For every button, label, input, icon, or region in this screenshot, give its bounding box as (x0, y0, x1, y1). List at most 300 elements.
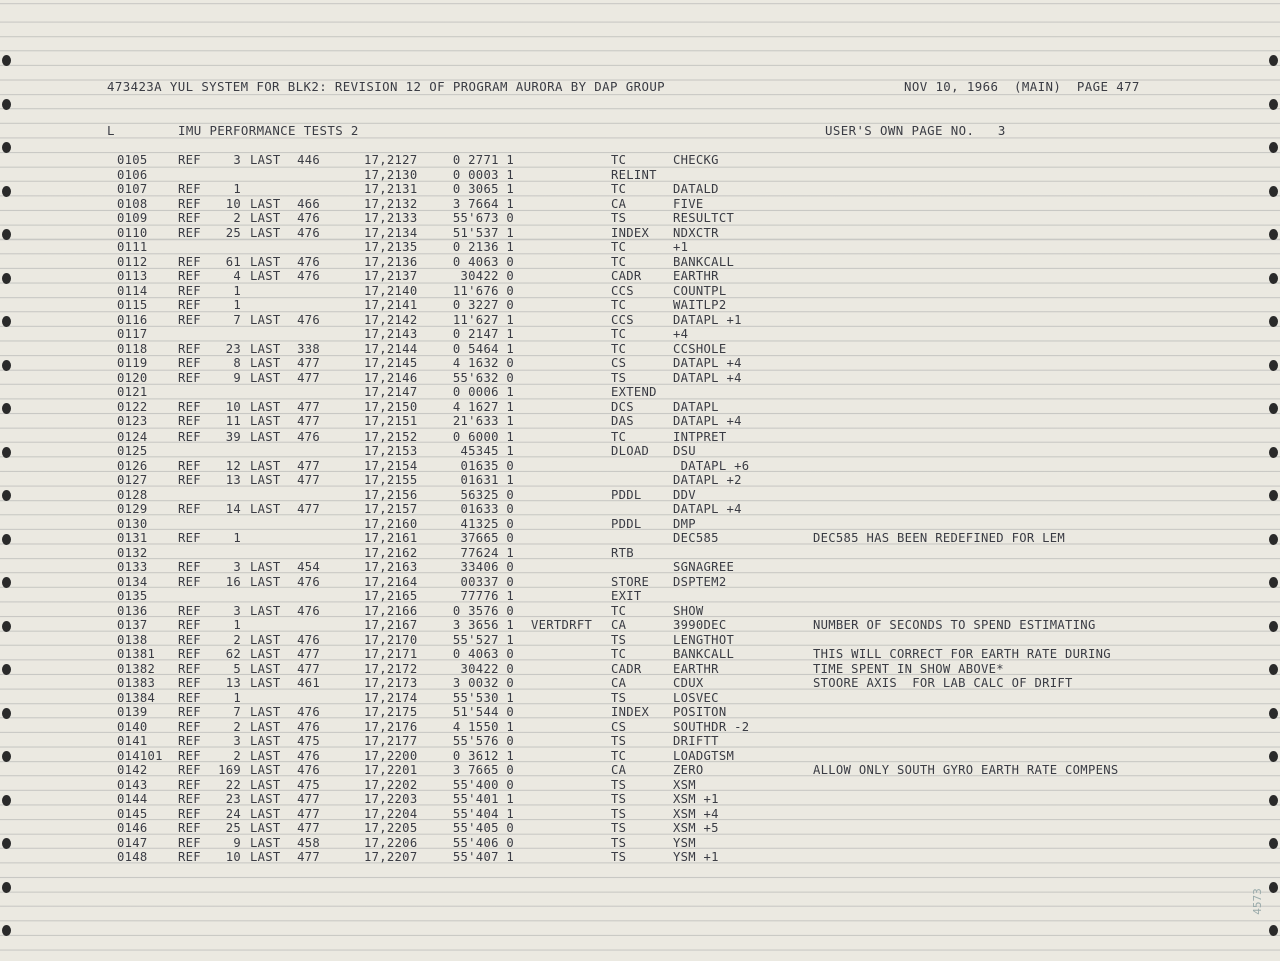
listing-page: 476 (297, 211, 320, 225)
listing-operand: DSPTEM2 (673, 574, 727, 589)
listing-addr: 17,2205 (364, 821, 418, 835)
listing-op: TS (611, 806, 627, 821)
sprocket-hole (1269, 403, 1278, 414)
listing-ref: REF (178, 705, 201, 719)
listing-addr: 17,2133 (364, 211, 418, 225)
listing-code: 0 3065 1 (452, 182, 514, 196)
listing-op: TS (611, 850, 627, 864)
listing-addr: 17,2142 (364, 312, 418, 327)
listing-code: 01633 0 (460, 502, 514, 516)
listing-num: 1 (233, 298, 241, 312)
listing-code: 41325 0 (460, 516, 514, 531)
listing-addr: 17,2166 (364, 603, 418, 618)
listing-page: 446 (297, 153, 320, 167)
listing-op: TC (611, 647, 627, 661)
listing-num: 3 (233, 560, 241, 574)
listing-code: 30422 0 (460, 269, 514, 283)
listing-op: TC (611, 327, 627, 341)
listing-op: TS (611, 792, 627, 806)
listing-line: 0126 (117, 458, 148, 473)
listing-ref: REF (178, 269, 201, 283)
listing-addr: 17,2155 (364, 473, 418, 487)
listing-ref: REF (178, 574, 201, 589)
listing-addr: 17,2172 (364, 661, 418, 676)
listing-line: 0131 (117, 531, 148, 545)
listing-operand: YSM +1 (673, 850, 719, 864)
listing-page: 477 (297, 647, 320, 661)
listing-page: 476 (297, 312, 320, 327)
listing-num: 2 (233, 719, 241, 734)
listing-code: 4 1632 0 (452, 356, 514, 370)
listing-operand: EARTHR (673, 269, 719, 283)
listing-operand: FIVE (673, 196, 704, 211)
listing-num: 10 (225, 850, 241, 864)
listing-ref: REF (178, 618, 201, 632)
listing-addr: 17,2145 (364, 356, 418, 370)
sprocket-hole (2, 99, 11, 110)
listing-code: 56325 0 (460, 487, 514, 502)
listing-op: TC (611, 182, 627, 196)
sprocket-hole (2, 360, 11, 371)
listing-ref: REF (178, 298, 201, 312)
listing-page: 476 (297, 632, 320, 647)
listing-operand: 3990DEC (673, 618, 727, 632)
listing-page: 454 (297, 560, 320, 574)
listing-op: TC (611, 748, 627, 763)
listing-addr: 17,2150 (364, 399, 418, 414)
listing-ref: REF (178, 502, 201, 516)
listing-addr: 17,2153 (364, 444, 418, 458)
listing-num: 2 (233, 748, 241, 763)
listing-page: 477 (297, 502, 320, 516)
listing-num: 39 (225, 429, 241, 444)
listing-code: 0 3576 0 (452, 603, 514, 618)
listing-last: LAST (250, 748, 281, 763)
listing-code: 55'527 1 (452, 632, 514, 647)
listing-page: 338 (297, 341, 320, 356)
listing-ref: REF (178, 211, 201, 225)
listing-addr: 17,2200 (364, 748, 418, 763)
listing-code: 0 0003 1 (452, 167, 514, 182)
listing-ref: REF (178, 225, 201, 240)
listing-page: 477 (297, 661, 320, 676)
listing-last: LAST (250, 414, 281, 428)
listing-num: 62 (225, 647, 241, 661)
listing-page: 476 (297, 269, 320, 283)
listing-ref: REF (178, 647, 201, 661)
listing-ref: REF (178, 792, 201, 806)
listing-line: 01382 (117, 661, 156, 676)
listing-page: 477 (297, 458, 320, 473)
listing-addr: 17,2167 (364, 618, 418, 632)
listing-op: TS (611, 370, 627, 385)
listing-addr: 17,2161 (364, 531, 418, 545)
listing-code: 55'400 0 (452, 777, 514, 792)
listing-addr: 17,2201 (364, 763, 418, 777)
sprocket-hole (1269, 360, 1278, 371)
listing-addr: 17,2156 (364, 487, 418, 502)
listing-num: 4 (233, 269, 241, 283)
sprocket-hole (2, 186, 11, 197)
listing-ref: REF (178, 153, 201, 167)
listing-code: 51'537 1 (452, 225, 514, 240)
listing-line: 0112 (117, 254, 148, 269)
header-title: 473423A YUL SYSTEM FOR BLK2: REVISION 12 OF PROGRAM AURORA BY DAP GROUP (107, 79, 666, 94)
listing-operand: XSM +5 (673, 821, 719, 835)
listing-operand: DDV (673, 487, 696, 502)
user-page-number: USER'S OWN PAGE NO. 3 (825, 123, 1006, 138)
listing-line: 0143 (117, 777, 148, 792)
listing-op: PDDL (611, 487, 642, 502)
listing-op: INDEX (611, 225, 650, 240)
listing-operand: XSM (673, 777, 696, 792)
sprocket-hole (1269, 142, 1278, 153)
listing-code: 55'530 1 (452, 690, 514, 705)
listing-num: 7 (233, 705, 241, 719)
listing-comment: STOORE AXIS FOR LAB CALC OF DRIFT (813, 676, 1073, 690)
listing-last: LAST (250, 850, 281, 864)
listing-code: 55'632 0 (452, 370, 514, 385)
listing-num: 1 (233, 182, 241, 196)
listing-addr: 17,2132 (364, 196, 418, 211)
left-sprocket-holes (0, 0, 14, 961)
listing-code: 11'676 0 (452, 283, 514, 298)
sprocket-hole (2, 403, 11, 414)
listing-ref: REF (178, 632, 201, 647)
listing-op: TC (611, 603, 627, 618)
listing-ref: REF (178, 531, 201, 545)
sprocket-hole (1269, 273, 1278, 284)
listing-line: 01383 (117, 676, 156, 690)
sprocket-hole (1269, 534, 1278, 545)
sprocket-hole (2, 664, 11, 675)
listing-addr: 17,2130 (364, 167, 418, 182)
listing-line: 0122 (117, 399, 148, 414)
listing-addr: 17,2163 (364, 560, 418, 574)
listing-op: TC (611, 341, 627, 356)
listing-num: 5 (233, 661, 241, 676)
listing-operand: +1 (673, 240, 689, 254)
margin-archive-number: 4573 (1250, 888, 1264, 915)
listing-code: 55'407 1 (452, 850, 514, 864)
sprocket-hole (1269, 621, 1278, 632)
listing-ref: REF (178, 777, 201, 792)
listing-last: LAST (250, 705, 281, 719)
listing-operand: LOSVEC (673, 690, 719, 705)
listing-num: 1 (233, 618, 241, 632)
listing-operand: DATAPL +4 (673, 502, 742, 516)
listing-line: 0130 (117, 516, 148, 531)
listing-op: TS (611, 734, 627, 748)
listing-op: DCS (611, 399, 634, 414)
sprocket-hole (1269, 55, 1278, 66)
listing-line: 0106 (117, 167, 148, 182)
listing-ref: REF (178, 196, 201, 211)
listing-operand: SHOW (673, 603, 704, 618)
listing-operand: BANKCALL (673, 647, 735, 661)
listing-code: 0 2771 1 (452, 153, 514, 167)
sprocket-hole (2, 55, 11, 66)
sprocket-hole (1269, 664, 1278, 675)
listing-line: 0115 (117, 298, 148, 312)
listing-operand: POSITON (673, 705, 727, 719)
listing-line: 014101 (117, 748, 163, 763)
listing-code: 0 4063 0 (452, 254, 514, 269)
listing-line: 0125 (117, 444, 148, 458)
listing-operand: CDUX (673, 676, 704, 690)
listing-code: 0 3227 0 (452, 298, 514, 312)
listing-page: 477 (297, 473, 320, 487)
listing-code: 55'673 0 (452, 211, 514, 225)
listing-line: 0132 (117, 545, 148, 560)
listing-code: 37665 0 (460, 531, 514, 545)
listing-addr: 17,2177 (364, 734, 418, 748)
listing-line: 0142 (117, 763, 148, 777)
listing-line: 0129 (117, 502, 148, 516)
listing-page: 475 (297, 734, 320, 748)
listing-op: CA (611, 676, 627, 690)
listing-code: 33406 0 (460, 560, 514, 574)
listing-op: CS (611, 719, 627, 734)
listing-last: LAST (250, 603, 281, 618)
listing-page: 476 (297, 429, 320, 444)
listing-operand: BANKCALL (673, 254, 735, 269)
listing-num: 13 (225, 473, 241, 487)
listing-ref: REF (178, 254, 201, 269)
listing-page: 476 (297, 705, 320, 719)
listing-line: 0146 (117, 821, 148, 835)
listing-addr: 17,2170 (364, 632, 418, 647)
listing-line: 0113 (117, 269, 148, 283)
listing-addr: 17,2127 (364, 153, 418, 167)
listing-ref: REF (178, 835, 201, 850)
listing-code: 77776 1 (460, 589, 514, 603)
listing-line: 0128 (117, 487, 148, 502)
listing-ref: REF (178, 806, 201, 821)
listing-line: 0114 (117, 283, 148, 298)
sprocket-hole (1269, 490, 1278, 501)
listing-addr: 17,2146 (364, 370, 418, 385)
listing-comment: ALLOW ONLY SOUTH GYRO EARTH RATE COMPENS (813, 763, 1119, 777)
listing-addr: 17,2204 (364, 806, 418, 821)
listing-last: LAST (250, 254, 281, 269)
listing-line: 0145 (117, 806, 148, 821)
listing-addr: 17,2154 (364, 458, 418, 473)
listing-page: 477 (297, 370, 320, 385)
listing-operand: LENGTHOT (673, 632, 735, 647)
listing-operand: DATAPL +4 (673, 356, 742, 370)
listing-addr: 17,2144 (364, 341, 418, 356)
listing-ref: REF (178, 850, 201, 864)
listing-ref: REF (178, 748, 201, 763)
listing-addr: 17,2203 (364, 792, 418, 806)
listing-num: 9 (233, 835, 241, 850)
listing-op: TS (611, 211, 627, 225)
sprocket-hole (1269, 316, 1278, 327)
listing-num: 61 (225, 254, 241, 269)
listing-num: 3 (233, 603, 241, 618)
sprocket-hole (1269, 577, 1278, 588)
listing-operand: DATAPL +1 (673, 312, 742, 327)
listing-num: 24 (225, 806, 241, 821)
listing-ref: REF (178, 429, 201, 444)
listing-last: LAST (250, 225, 281, 240)
sprocket-hole (2, 577, 11, 588)
listing-operand: RESULTCT (673, 211, 735, 225)
listing-ref: REF (178, 341, 201, 356)
listing-addr: 17,2140 (364, 283, 418, 298)
listing-line: 0147 (117, 835, 148, 850)
section-marker: L (107, 123, 115, 138)
listing-num: 169 (218, 763, 241, 777)
listing-op: RELINT (611, 167, 657, 182)
listing-line: 0117 (117, 327, 148, 341)
listing-operand: DATAPL +6 (673, 458, 750, 473)
listing-page: 476 (297, 603, 320, 618)
listing-line: 0109 (117, 211, 148, 225)
listing-addr: 17,2173 (364, 676, 418, 690)
listing-page: 477 (297, 792, 320, 806)
listing-ref: REF (178, 676, 201, 690)
listing-code: 0 5464 1 (452, 341, 514, 356)
listing-operand: EARTHR (673, 661, 719, 676)
listing-operand: SGNAGREE (673, 560, 735, 574)
listing-last: LAST (250, 574, 281, 589)
listing-ref: REF (178, 182, 201, 196)
listing-page: 476 (297, 719, 320, 734)
listing-ref: REF (178, 734, 201, 748)
listing-operand: DATAPL (673, 399, 719, 414)
listing-op: TC (611, 298, 627, 312)
listing-addr: 17,2141 (364, 298, 418, 312)
listing-op: CCS (611, 283, 634, 298)
listing-num: 25 (225, 821, 241, 835)
listing-last: LAST (250, 458, 281, 473)
listing-num: 13 (225, 676, 241, 690)
listing-last: LAST (250, 835, 281, 850)
listing-line: 01384 (117, 690, 156, 705)
listing-operand: DRIFTT (673, 734, 719, 748)
listing-addr: 17,2165 (364, 589, 418, 603)
sprocket-hole (1269, 229, 1278, 240)
listing-comment: THIS WILL CORRECT FOR EARTH RATE DURING (813, 647, 1111, 661)
listing-num: 8 (233, 356, 241, 370)
listing-addr: 17,2162 (364, 545, 418, 560)
listing-num: 22 (225, 777, 241, 792)
listing-code: 01635 0 (460, 458, 514, 473)
listing-operand: DATAPL +4 (673, 414, 742, 428)
listing-code: 0 2136 1 (452, 240, 514, 254)
sprocket-hole (2, 882, 11, 893)
sprocket-hole (1269, 795, 1278, 806)
listing-ref: REF (178, 399, 201, 414)
listing-line: 0137 (117, 618, 148, 632)
listing-num: 25 (225, 225, 241, 240)
listing-op: RTB (611, 545, 634, 560)
listing-last: LAST (250, 560, 281, 574)
listing-code: 11'627 1 (452, 312, 514, 327)
listing-operand: CHECKG (673, 153, 719, 167)
listing-code: 55'405 0 (452, 821, 514, 835)
sprocket-hole (2, 838, 11, 849)
listing-last: LAST (250, 632, 281, 647)
listing-page: 476 (297, 225, 320, 240)
listing-last: LAST (250, 821, 281, 835)
listing-operand: +4 (673, 327, 689, 341)
listing-code: 77624 1 (460, 545, 514, 560)
listing-operand: COUNTPL (673, 283, 727, 298)
listing-line: 0140 (117, 719, 148, 734)
listing-op: STORE (611, 574, 650, 589)
right-sprocket-holes (1266, 0, 1280, 961)
listing-line: 0108 (117, 196, 148, 211)
listing-page: 475 (297, 777, 320, 792)
listing-op: TC (611, 240, 627, 254)
listing-ref: REF (178, 283, 201, 298)
listing-op: TS (611, 690, 627, 705)
listing-num: 3 (233, 153, 241, 167)
listing-op: CA (611, 196, 627, 211)
listing-line: 0138 (117, 632, 148, 647)
listing-code: 51'544 0 (452, 705, 514, 719)
listing-ref: REF (178, 661, 201, 676)
listing-operand: SOUTHDR -2 (673, 719, 750, 734)
listing-last: LAST (250, 647, 281, 661)
listing-op: TS (611, 632, 627, 647)
listing-page: 477 (297, 806, 320, 821)
listing-line: 0123 (117, 414, 148, 428)
listing-page: 477 (297, 414, 320, 428)
sprocket-hole (2, 273, 11, 284)
listing-last: LAST (250, 356, 281, 370)
listing-operand: XSM +4 (673, 806, 719, 821)
listing-num: 1 (233, 690, 241, 705)
listing-ref: REF (178, 458, 201, 473)
listing-code: 3 7664 1 (452, 196, 514, 211)
listing-operand: ZERO (673, 763, 704, 777)
listing-last: LAST (250, 429, 281, 444)
listing-addr: 17,2206 (364, 835, 418, 850)
listing-code: 3 0032 0 (452, 676, 514, 690)
listing-code: 55'576 0 (452, 734, 514, 748)
listing-num: 12 (225, 458, 241, 473)
sprocket-hole (2, 447, 11, 458)
listing-addr: 17,2136 (364, 254, 418, 269)
listing-op: EXTEND (611, 385, 657, 399)
listing-last: LAST (250, 269, 281, 283)
sprocket-hole (2, 490, 11, 501)
listing-code: 4 1550 1 (452, 719, 514, 734)
listing-operand: NDXCTR (673, 225, 719, 240)
sprocket-hole (2, 708, 11, 719)
listing-ref: REF (178, 560, 201, 574)
listing-num: 2 (233, 632, 241, 647)
listing-last: LAST (250, 473, 281, 487)
listing-addr: 17,2175 (364, 705, 418, 719)
listing-num: 2 (233, 211, 241, 225)
listing-num: 1 (233, 283, 241, 298)
sprocket-hole (2, 534, 11, 545)
listing-page: 461 (297, 676, 320, 690)
listing-num: 1 (233, 531, 241, 545)
listing-operand: DATAPL +4 (673, 370, 742, 385)
listing-op: DLOAD (611, 444, 650, 458)
listing-last: LAST (250, 792, 281, 806)
listing-last: LAST (250, 341, 281, 356)
listing-last: LAST (250, 734, 281, 748)
listing-ref: REF (178, 690, 201, 705)
listing-code: 55'406 0 (452, 835, 514, 850)
